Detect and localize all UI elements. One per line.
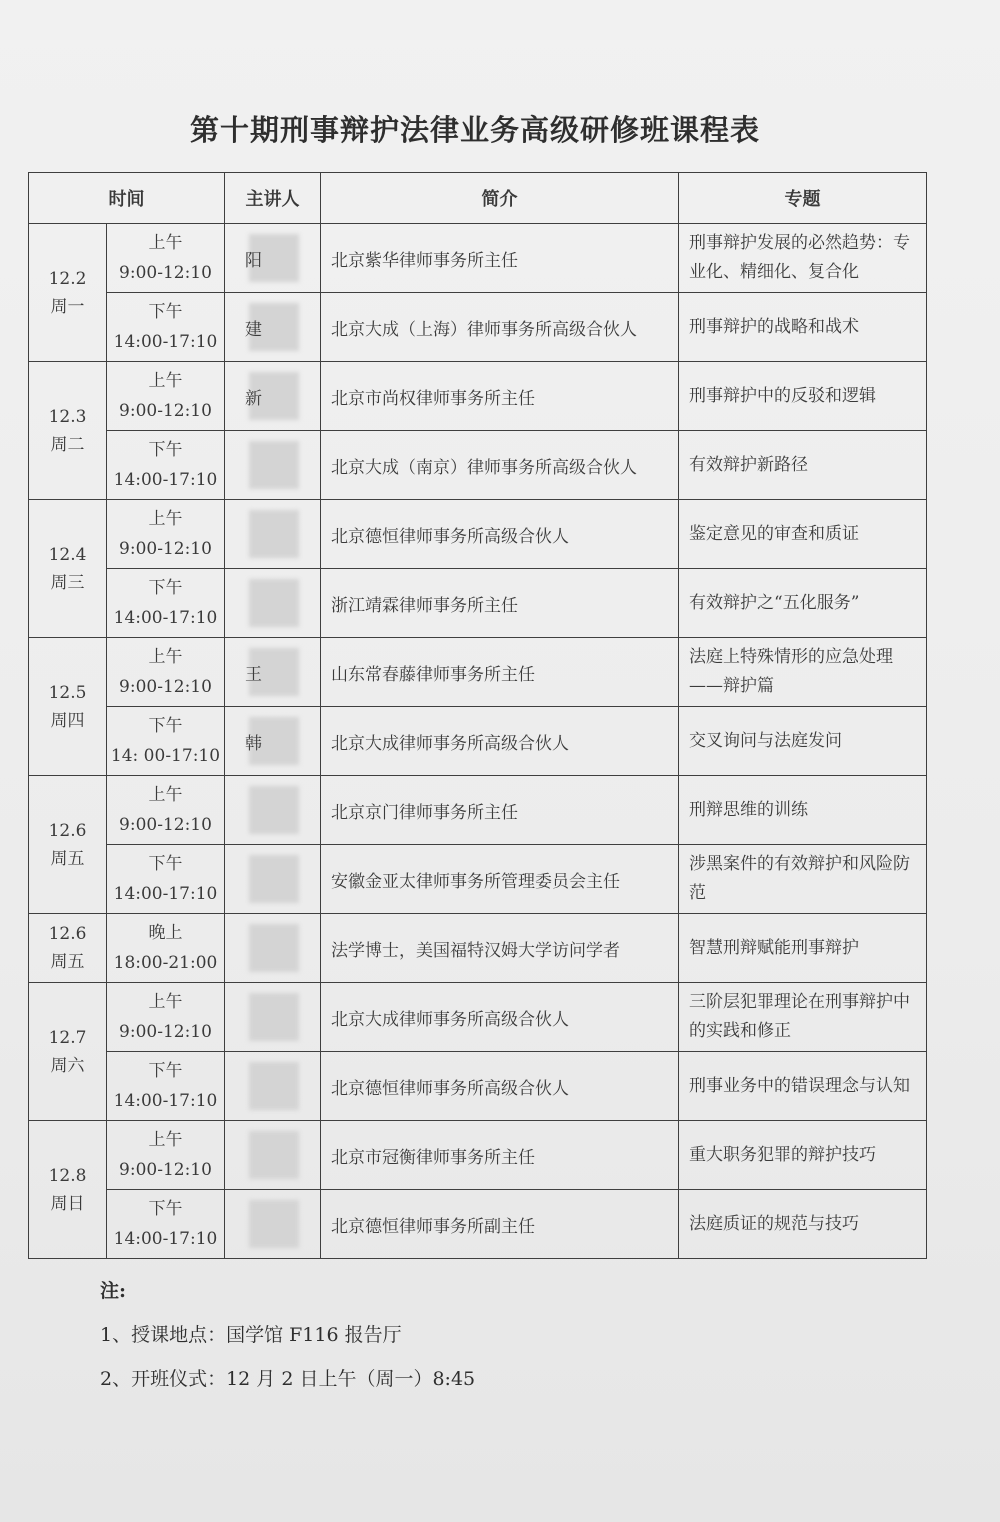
time-range-text: 9:00-12:10 [119,677,212,697]
topic-cell: 重大职务犯罪的辩护技巧 [679,1121,927,1190]
notes-section [100,1276,475,1408]
time-range-text: 9:00-12:10 [119,1160,212,1180]
weekday-text: 周日 [50,1193,85,1214]
redaction-blur [249,1200,299,1248]
topic-cell: 三阶层犯罪理论在刑事辩护中的实践和修正 [679,983,927,1052]
schedule-body [29,224,927,1259]
speaker-cell [225,845,321,914]
intro-cell: 北京京门律师事务所主任 [321,776,679,845]
redaction-blur [249,1062,299,1110]
date-cell [29,224,107,362]
time-range-text: 18:00-21:00 [113,953,218,973]
date-cell [29,638,107,776]
intro-cell: 北京德恒律师事务所副主任 [321,1190,679,1259]
time-cell [107,914,225,983]
table-row [29,638,927,707]
period-text: 下午 [148,578,183,598]
topic-cell: 刑事辩护发展的必然趋势：专业化、精细化、复合化 [679,224,927,293]
intro-cell: 山东常春藤律师事务所主任 [321,638,679,707]
weekday-text: 周六 [50,1055,85,1076]
speaker-cell [225,362,321,431]
date-text: 12.4 [48,544,87,565]
topic-cell: 交叉询问与法庭发问 [679,707,927,776]
speaker-cell [225,983,321,1052]
intro-cell: 北京大成（南京）律师事务所高级合伙人 [321,431,679,500]
intro-cell: 北京紫华律师事务所主任 [321,224,679,293]
intro-cell: 北京德恒律师事务所高级合伙人 [321,1052,679,1121]
table-row [29,569,927,638]
period-text: 上午 [148,233,183,253]
speaker-cell [225,707,321,776]
topic-cell: 法庭质证的规范与技巧 [679,1190,927,1259]
time-range-text: 14:00-17:10 [113,1091,218,1111]
date-text: 12.3 [48,406,87,427]
date-cell [29,776,107,914]
time-cell [107,776,225,845]
topic-cell: 有效辩护新路径 [679,431,927,500]
time-range-text: 9:00-12:10 [119,815,212,835]
time-cell [107,638,225,707]
topic-cell: 刑事辩护中的反驳和逻辑 [679,362,927,431]
table-row [29,224,927,293]
topic-cell: 智慧刑辩赋能刑事辩护 [679,914,927,983]
date-cell [29,983,107,1121]
speaker-cell [225,431,321,500]
table-row [29,431,927,500]
period-text: 上午 [148,647,183,667]
table-row [29,1052,927,1121]
date-text: 12.8 [48,1165,87,1186]
intro-cell: 安徽金亚太律师事务所管理委员会主任 [321,845,679,914]
weekday-text: 周三 [50,572,85,593]
table-row [29,362,927,431]
speaker-cell [225,500,321,569]
topic-cell: 刑辩思维的训练 [679,776,927,845]
period-text: 下午 [148,854,183,874]
notes-heading: 注: [100,1280,127,1302]
period-text: 上午 [148,785,183,805]
period-text: 上午 [148,371,183,391]
date-text: 12.7 [48,1027,87,1048]
time-cell [107,1121,225,1190]
date-cell [29,362,107,500]
topic-cell: 刑事辩护的战略和战术 [679,293,927,362]
redaction-blur [249,510,299,558]
speaker-name: 王 [245,664,262,685]
period-text: 下午 [148,440,183,460]
schedule-table [28,172,927,1259]
header-topic: 专题 [679,173,927,224]
speaker-name: 新 [245,388,262,409]
time-range-text: 14:00-17:10 [113,608,218,628]
time-cell [107,293,225,362]
time-cell [107,431,225,500]
time-range-text: 14: 00-17:10 [110,746,221,766]
date-cell [29,914,107,983]
time-range-text: 14:00-17:10 [113,332,218,352]
table-row [29,983,927,1052]
time-cell [107,569,225,638]
period-text: 上午 [148,992,183,1012]
speaker-cell [225,914,321,983]
date-text: 12.6 [48,820,87,841]
time-range-text: 9:00-12:10 [119,539,212,559]
date-cell [29,1121,107,1259]
intro-cell: 北京市尚权律师事务所主任 [321,362,679,431]
speaker-cell [225,638,321,707]
date-text: 12.6 [48,924,87,944]
speaker-cell [225,1052,321,1121]
speaker-cell [225,1190,321,1259]
weekday-text: 周一 [50,296,85,317]
time-cell [107,224,225,293]
date-text: 12.5 [48,682,87,703]
time-range-text: 14:00-17:10 [113,470,218,490]
table-row [29,845,927,914]
speaker-cell [225,293,321,362]
topic-cell: 鉴定意见的审查和质证 [679,500,927,569]
intro-cell: 北京德恒律师事务所高级合伙人 [321,500,679,569]
time-cell [107,707,225,776]
table-row [29,500,927,569]
weekday-text: 周二 [50,434,85,455]
intro-cell: 北京市冠衡律师事务所主任 [321,1121,679,1190]
time-cell [107,1190,225,1259]
speaker-cell [225,1121,321,1190]
period-text: 下午 [148,1199,183,1219]
table-row [29,1190,927,1259]
time-range-text: 9:00-12:10 [119,1022,212,1042]
table-row [29,293,927,362]
speaker-cell [225,776,321,845]
note-item: 1、授课地点：国学馆 F116 报告厅 [100,1324,402,1346]
speaker-cell [225,224,321,293]
date-cell [29,500,107,638]
redaction-blur [249,993,299,1041]
time-cell [107,362,225,431]
note-item: 2、开班仪式：12 月 2 日上午（周一）8:45 [100,1368,476,1390]
redaction-blur [249,924,299,972]
period-text: 下午 [148,302,183,322]
weekday-text: 周五 [50,952,85,972]
time-cell [107,983,225,1052]
weekday-text: 周五 [50,848,85,869]
period-text: 下午 [148,1061,183,1081]
redaction-blur [249,855,299,903]
intro-cell: 法学博士，美国福特汉姆大学访问学者 [321,914,679,983]
weekday-text: 周四 [50,710,85,731]
table-header-row [29,173,927,224]
table-row [29,1121,927,1190]
period-text: 晚上 [148,923,183,943]
redaction-blur [249,786,299,834]
topic-cell: 有效辩护之“五化服务” [679,569,927,638]
table-row [29,776,927,845]
table-row [29,914,927,983]
time-range-text: 9:00-12:10 [119,401,212,421]
header-time: 时间 [29,173,225,224]
intro-cell: 北京大成律师事务所高级合伙人 [321,707,679,776]
speaker-name: 韩 [245,733,262,754]
period-text: 上午 [148,509,183,529]
time-cell [107,845,225,914]
speaker-name: 阳 [245,250,262,271]
header-speaker: 主讲人 [225,173,321,224]
table-row [29,707,927,776]
date-text: 12.2 [48,268,87,289]
intro-cell: 北京大成（上海）律师事务所高级合伙人 [321,293,679,362]
speaker-name: 建 [245,319,262,340]
time-range-text: 9:00-12:10 [119,263,212,283]
period-text: 下午 [148,716,183,736]
page-title: 第十期刑事辩护法律业务高级研修班课程表 [189,113,760,147]
intro-cell: 浙江靖霖律师事务所主任 [321,569,679,638]
redaction-blur [249,1131,299,1179]
period-text: 上午 [148,1130,183,1150]
speaker-cell [225,569,321,638]
intro-cell: 北京大成律师事务所高级合伙人 [321,983,679,1052]
topic-cell: 法庭上特殊情形的应急处理——辩护篇 [679,638,927,707]
topic-cell: 涉黑案件的有效辩护和风险防范 [679,845,927,914]
redaction-blur [249,579,299,627]
redaction-blur [249,441,299,489]
time-range-text: 14:00-17:10 [113,884,218,904]
topic-cell: 刑事业务中的错误理念与认知 [679,1052,927,1121]
time-cell [107,1052,225,1121]
time-range-text: 14:00-17:10 [113,1229,218,1249]
time-cell [107,500,225,569]
header-intro: 简介 [321,173,679,224]
